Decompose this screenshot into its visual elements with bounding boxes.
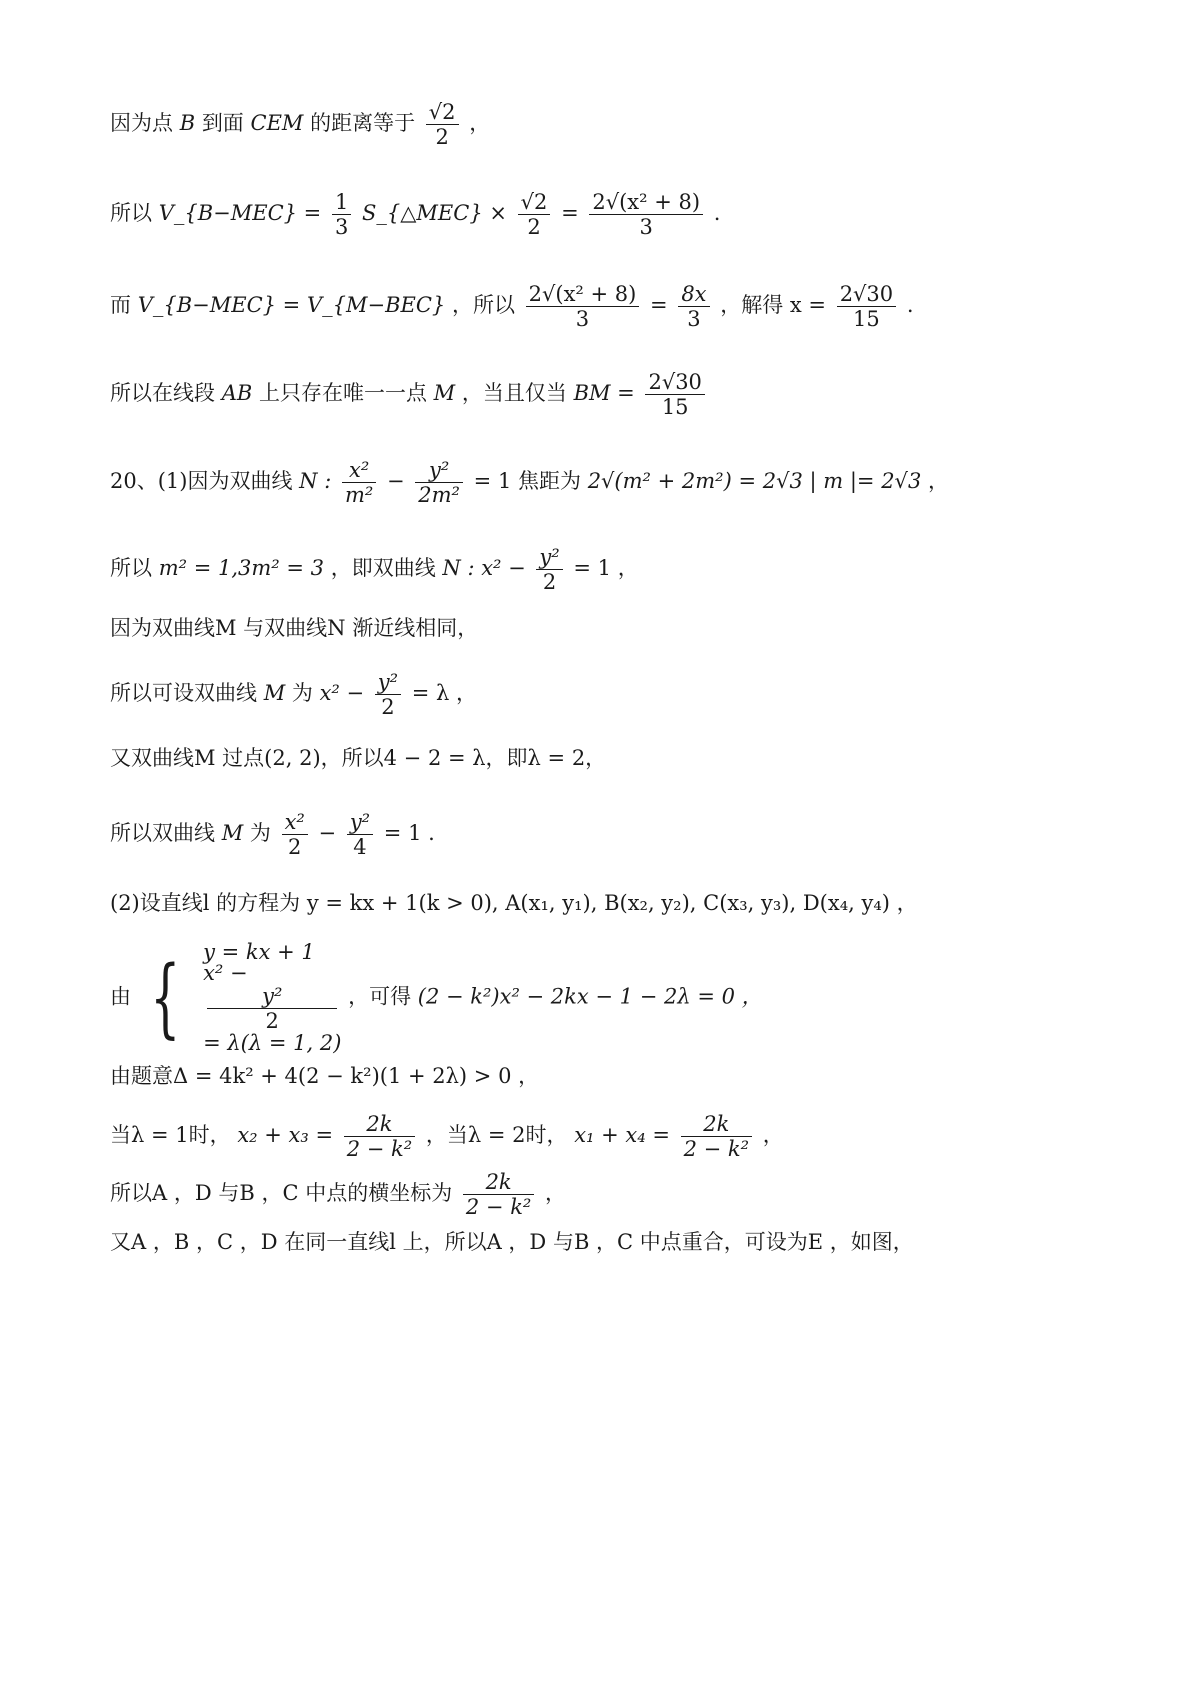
text: 20、(1)因为双曲线 <box>110 469 293 494</box>
line-8 <box>110 670 477 719</box>
text: 由题意Δ = 4k² + 4(2 − k²)(1 + 2λ) > 0 ， <box>110 1064 540 1088</box>
text: 的距离等于 <box>310 111 416 136</box>
text: = 1 <box>473 469 512 494</box>
text: 到面 <box>201 111 244 136</box>
var: M <box>263 681 286 706</box>
fraction: $\frac{8x}{3}$ <box>678 282 709 331</box>
text: 因为点 <box>110 111 173 136</box>
text: ，当λ = 2时， <box>425 1123 568 1148</box>
text: ， <box>545 1181 567 1206</box>
fraction: $\frac{2k}{\text{2 − k²}}$ <box>463 1170 534 1219</box>
text: . <box>906 293 914 318</box>
line-2 <box>110 190 720 239</box>
text: 又A ，B ，C ，D 在同一直线l 上，所以A ，D 与B ，C 中点重合，可设为E ，如图， <box>110 1230 914 1254</box>
expr: x² − <box>319 681 371 706</box>
line-7 <box>110 618 478 639</box>
equation-1: y = kx + 1 <box>203 940 315 964</box>
fraction: $\frac{2k}{\text{2 − k²}}$ <box>681 1112 752 1161</box>
line-16 <box>110 1232 914 1253</box>
text: 所以 <box>110 556 152 581</box>
text: 所以双曲线 <box>110 821 215 846</box>
line-12 <box>110 942 763 1054</box>
text: 当λ = 1时， <box>110 1123 231 1148</box>
line-13 <box>110 1066 539 1087</box>
line-15 <box>110 1170 566 1219</box>
text: 所以 <box>110 201 152 226</box>
var: M <box>433 381 456 406</box>
text: − <box>387 469 412 494</box>
text: 上只存在唯一一点 <box>258 381 427 406</box>
fraction: $\frac{2k}{\text{2 − k²}}$ <box>344 1112 415 1161</box>
text: 焦距为 <box>518 469 581 494</box>
text: (2)设直线l 的方程为 y = kx + 1(k > 0), A(x₁, y₁), B(x₂, y₂), C(x₃, y₃), D(x₄, y₄) ， <box>110 891 918 915</box>
line-6 <box>110 545 639 594</box>
fraction: $\frac{\text{y²}}{4}$ <box>347 810 373 859</box>
expr: m² = 1,3m² = 3 <box>158 556 325 581</box>
text: 为 <box>249 821 271 846</box>
line-9 <box>110 748 606 769</box>
text: = λ ， <box>411 681 478 706</box>
expr: 2√(m² + 2m²) = 2√3 | m |= 2√3 <box>587 469 922 494</box>
left-brace-icon: { <box>149 948 181 1049</box>
text: ，即双曲线 <box>330 556 436 581</box>
fraction: $\frac{2√30}{15}$ <box>645 370 704 419</box>
line-5 <box>110 458 949 507</box>
text: ， <box>928 469 949 494</box>
fraction: $\frac{\text{2√(x² + 8)}}{3}$ <box>526 282 640 331</box>
line-11 <box>110 893 918 914</box>
text: ，可得 <box>348 984 412 1009</box>
fraction: $\frac{\text{x²}}{\text{m²}}$ <box>342 458 376 507</box>
var: M <box>221 821 244 846</box>
var: N : <box>299 469 338 494</box>
expr: x₁ + x₄ = <box>574 1123 677 1148</box>
line-14 <box>110 1112 784 1161</box>
text: 又双曲线M 过点(2, 2)，所以4 − 2 = λ，即λ = 2， <box>110 746 607 770</box>
line-1 <box>110 100 490 149</box>
var: AB <box>221 381 253 406</box>
text: . <box>713 201 721 226</box>
fraction: $\frac{\text{y²}}{2}$ <box>375 670 401 719</box>
fraction: $\frac{1}{3}$ <box>332 190 351 239</box>
text: = 1 ， <box>573 556 639 581</box>
text: 所以在线段 <box>110 381 215 406</box>
text: = <box>561 201 586 226</box>
fraction: $\frac{2√30}{15}$ <box>837 282 896 331</box>
fraction: $\frac{\text{x²}}{2}$ <box>282 810 308 859</box>
fraction: $\frac{\text{y²}}{2}$ <box>536 545 562 594</box>
text: 为 <box>291 681 313 706</box>
expr: x₂ + x₃ = <box>237 1123 340 1148</box>
expr: V_{B−MEC} = <box>158 201 328 226</box>
text: = <box>650 293 675 318</box>
text: − <box>318 821 343 846</box>
var: CEM <box>250 111 304 136</box>
expr: (2 − k²)x² − 2kx − 1 − 2λ = 0 ， <box>417 984 763 1009</box>
text: ， <box>762 1123 784 1148</box>
expr: N : x² − <box>442 556 533 581</box>
text: 由 <box>110 984 131 1009</box>
equation-system <box>203 942 341 1054</box>
expr: BM = <box>573 381 642 406</box>
line-4 <box>110 370 709 419</box>
text: 因为双曲线M 与双曲线N 渐近线相同， <box>110 616 479 640</box>
line-3 <box>110 282 914 331</box>
expr: V_{B−MEC} = V_{M−BEC} <box>137 293 446 318</box>
text: ，所以 <box>451 293 515 318</box>
text: 所以可设双曲线 <box>110 681 257 706</box>
expr: S_{△MEC} × <box>362 201 514 226</box>
fraction: $\frac{√2}{2}$ <box>518 190 551 239</box>
text: 所以A ，D 与B ，C 中点的横坐标为 <box>110 1181 453 1206</box>
fraction: $\frac{√2}{2}$ <box>426 100 459 149</box>
line-10 <box>110 810 435 859</box>
fraction: $\frac{\text{y²}}{\text{2m²}}$ <box>415 458 463 507</box>
text: = 1 . <box>383 821 435 846</box>
var: B <box>179 111 196 136</box>
text: ，解得 x = <box>720 293 833 318</box>
fraction: $\frac{\text{2√(x² + 8)}}{3}$ <box>589 190 703 239</box>
text: ， <box>469 111 491 136</box>
text: 而 <box>110 293 131 318</box>
text: ，当且仅当 <box>461 381 567 406</box>
equation-2: x² − y² 2 = λ(λ = 1, 2) <box>203 961 342 1056</box>
